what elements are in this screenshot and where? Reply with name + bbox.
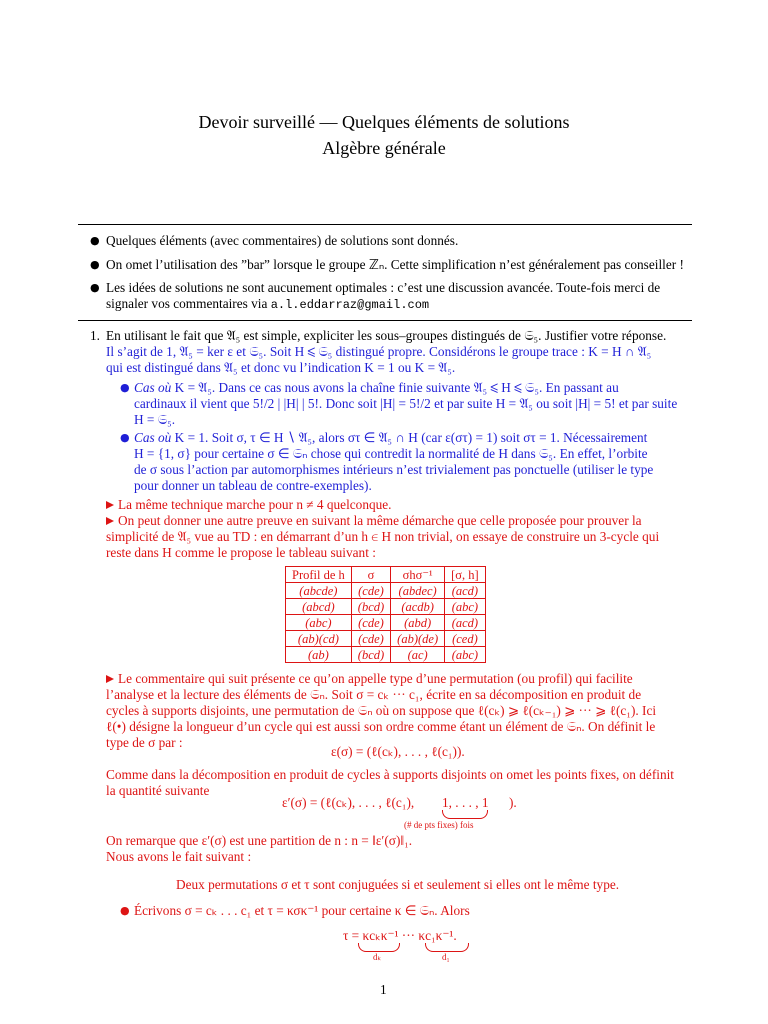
table-cell: (abdec) bbox=[391, 583, 445, 599]
case1-line-3: H = 𝔖₅. bbox=[134, 412, 176, 427]
table-cell: (cde) bbox=[351, 631, 390, 647]
comment-line-1 bbox=[106, 671, 633, 687]
page-number: 1 bbox=[380, 982, 387, 997]
bullet-icon: ● bbox=[90, 281, 100, 294]
intro-bullet-2: On omet l’utilisation des ”bar” lorsque le groupe ℤₙ. Cette simplification n’est généralement pas conseiller ! bbox=[106, 257, 684, 272]
bullet-icon: ● bbox=[90, 258, 100, 271]
table-cell: (abd) bbox=[391, 615, 445, 631]
underbrace bbox=[358, 943, 400, 952]
case2-label: Cas où bbox=[134, 430, 172, 445]
case2-text-1: K = 1. Soit σ, τ ∈ H ∖ 𝔄₅, alors στ ∈ 𝔄₅ ∩ H (car ε(στ) = 1) soit στ = 1. Nécessairement bbox=[174, 430, 648, 445]
case1-line-1 bbox=[134, 380, 619, 396]
formula-type: ε(σ) = (ℓ(cₖ), . . . , ℓ(c₁)). bbox=[331, 744, 465, 759]
case2-line-2: H = {1, σ} pour certaine σ ∈ 𝔖ₙ chose qui contredit la normalité de H dans 𝔖₅. En effet, l’orbite bbox=[134, 446, 648, 461]
case1-label: Cas où bbox=[134, 380, 172, 395]
fact-statement: Deux permutations σ et τ sont conjuguées si et seulement si elles ont le même type. bbox=[176, 877, 620, 892]
bullet-icon: ● bbox=[120, 904, 130, 917]
comment-line-5: type de σ par : bbox=[106, 735, 183, 750]
comment-line-1-text: Le commentaire qui suit présente ce qu’on appelle type d’une permutation (ou profil) qui facilite bbox=[118, 671, 633, 686]
case2-line-1 bbox=[134, 430, 647, 446]
case2-line-3: de σ sous l’action par automorphismes intérieurs n’est trivialement pas ponctuelle (utiliser le type bbox=[134, 462, 654, 477]
email-link[interactable]: a.l.eddarraz@gmail.com bbox=[270, 298, 430, 312]
formula-dk: dₖ bbox=[373, 952, 382, 962]
table-cell: (ac) bbox=[391, 647, 445, 663]
table-header-cell: σhσ⁻¹ bbox=[391, 567, 445, 583]
table-row bbox=[286, 599, 486, 615]
red-note-1 bbox=[106, 497, 392, 513]
formula-ones: 1, . . . , 1 bbox=[442, 795, 489, 810]
table-cell: (ab)(cd) bbox=[286, 631, 352, 647]
underbrace bbox=[425, 943, 469, 952]
underbrace bbox=[442, 810, 488, 819]
table-cell: (ab)(de) bbox=[391, 631, 445, 647]
answer-line-1: Il s’agit de 1, 𝔄₅ = ker ε et 𝔖₅. Soit H ⩽ 𝔖₅ distingué propre. Considérons le groupe trace : K = H ∩ 𝔄₅ bbox=[106, 344, 652, 359]
comment-line-4: ℓ(•) désigne la longueur d’un cycle qui est aussi son ordre comme étant un élément de 𝔖ₙ. On définit le bbox=[106, 719, 656, 734]
comment2-line-2: la quantité suivante bbox=[106, 783, 210, 798]
table-row bbox=[286, 631, 486, 647]
intro-bullet-3: Les idées de solutions ne sont aucunement optimales : c’est une discussion avancée. Toute-fois merci de bbox=[106, 280, 661, 295]
case1-text-1: K = 𝔄₅. Dans ce cas nous avons la chaîne finie suivante 𝔄₅ ⩽ H ⩽ 𝔖₅. En passant au bbox=[174, 380, 619, 395]
bullet-icon: ● bbox=[120, 431, 130, 444]
table-cell: (abc) bbox=[445, 647, 486, 663]
last-bullet: Écrivons σ = cₖ . . . c₁ et τ = κσκ⁻¹ pour certaine κ ∈ 𝔖ₙ. Alors bbox=[134, 903, 470, 918]
profile-table bbox=[285, 566, 486, 663]
top-rule bbox=[78, 224, 692, 225]
formula-ones-note: (# de pts fixes) fois bbox=[404, 820, 474, 830]
answer-line-2: qui est distingué dans 𝔄₅ et donc vu l’indication K = 1 ou K = 𝔄₅. bbox=[106, 360, 456, 375]
case1-line-2: cardinaux il vient que 5!/2 | |H| | 5!. Donc soit |H| = 5!/2 et par suite H = 𝔄₅ ou soit |H| = 5! et par suite bbox=[134, 396, 678, 411]
case2-line-4: pour donner un tableau de contre-exemples). bbox=[134, 478, 372, 493]
formula-d1: d₁ bbox=[442, 952, 450, 962]
title-line-1: Devoir surveillé — Quelques éléments de solutions bbox=[198, 112, 570, 132]
bullet-icon: ● bbox=[120, 381, 130, 394]
table-header-cell: Profil de h bbox=[286, 567, 352, 583]
table-header-row bbox=[286, 567, 486, 583]
red-note-2-line-1 bbox=[106, 513, 642, 529]
table-row bbox=[286, 647, 486, 663]
table-row bbox=[286, 583, 486, 599]
table-cell: (cde) bbox=[351, 583, 390, 599]
table-header-cell: [σ, h] bbox=[445, 567, 486, 583]
table-cell: (ced) bbox=[445, 631, 486, 647]
title-line-2: Algèbre générale bbox=[322, 138, 446, 158]
table-cell: (acd) bbox=[445, 583, 486, 599]
question-text: En utilisant le fait que 𝔄₅ est simple, expliciter les sous–groupes distingués de 𝔖₅. Justifier votre réponse. bbox=[106, 328, 667, 343]
table-cell: (abcde) bbox=[286, 583, 352, 599]
table-cell: (acd) bbox=[445, 615, 486, 631]
table-cell: (abc) bbox=[445, 599, 486, 615]
remark-line-2: Nous avons le fait suivant : bbox=[106, 849, 252, 864]
red-note-2-line-3: reste dans H comme le propose le tableau suivant : bbox=[106, 545, 376, 560]
table-cell: (abc) bbox=[286, 615, 352, 631]
comment2-line-1: Comme dans la décomposition en produit de cycles à supports disjoints on omet les points fixes, on définit bbox=[106, 767, 674, 782]
table-cell: (bcd) bbox=[351, 647, 390, 663]
formula-eps-prime: ε′(σ) = (ℓ(cₖ), . . . , ℓ(c₁), bbox=[282, 795, 415, 810]
triangle-arrow-icon bbox=[106, 517, 114, 525]
red-note-1-text: La même technique marche pour n ≠ 4 quelconque. bbox=[118, 497, 392, 512]
triangle-arrow-icon bbox=[106, 501, 114, 509]
formula-tau: τ = κcₖκ⁻¹ ··· κc₁κ⁻¹. bbox=[343, 928, 457, 943]
table-cell: (bcd) bbox=[351, 599, 390, 615]
red-note-2-line-2: simplicité de 𝔄₅ vue au TD : en démarrant d’un h ∈ H non trivial, on essaye de construire un 3-cycle qui bbox=[106, 529, 660, 544]
red-note-2-text: On peut donner une autre preuve en suivant la même démarche que celle proposée pour prouver la bbox=[118, 513, 642, 528]
question-number: 1. bbox=[90, 328, 100, 343]
table-cell: (cde) bbox=[351, 615, 390, 631]
remark-line-1: On remarque que ε′(σ) est une partition de n : n = ‖ε′(σ)‖₁. bbox=[106, 833, 413, 848]
triangle-arrow-icon bbox=[106, 675, 114, 683]
intro-bullet-3-cont bbox=[106, 296, 429, 313]
table-cell: (acdb) bbox=[391, 599, 445, 615]
table-cell: (ab) bbox=[286, 647, 352, 663]
intro-bullet-1: Quelques éléments (avec commentaires) de solutions sont donnés. bbox=[106, 233, 459, 248]
comment-line-2: l’analyse et la lecture des éléments de 𝔖ₙ. Soit σ = cₖ ··· c₁, écrite en sa décomposition en produit de bbox=[106, 687, 642, 702]
comment-line-3: cycles à supports disjoints, une permutation de 𝔖ₙ où on suppose que ℓ(cₖ) ⩾ ℓ(cₖ₋₁) ⩾ ··· ⩾ ℓ(c₁). Ici bbox=[106, 703, 657, 718]
table-row bbox=[286, 615, 486, 631]
bullet-icon: ● bbox=[90, 234, 100, 247]
formula-close: ). bbox=[509, 795, 517, 810]
intro-bullet-4: signaler vos commentaires via bbox=[106, 296, 268, 311]
table-header-cell: σ bbox=[351, 567, 390, 583]
section-rule bbox=[78, 320, 692, 321]
table-cell: (abcd) bbox=[286, 599, 352, 615]
